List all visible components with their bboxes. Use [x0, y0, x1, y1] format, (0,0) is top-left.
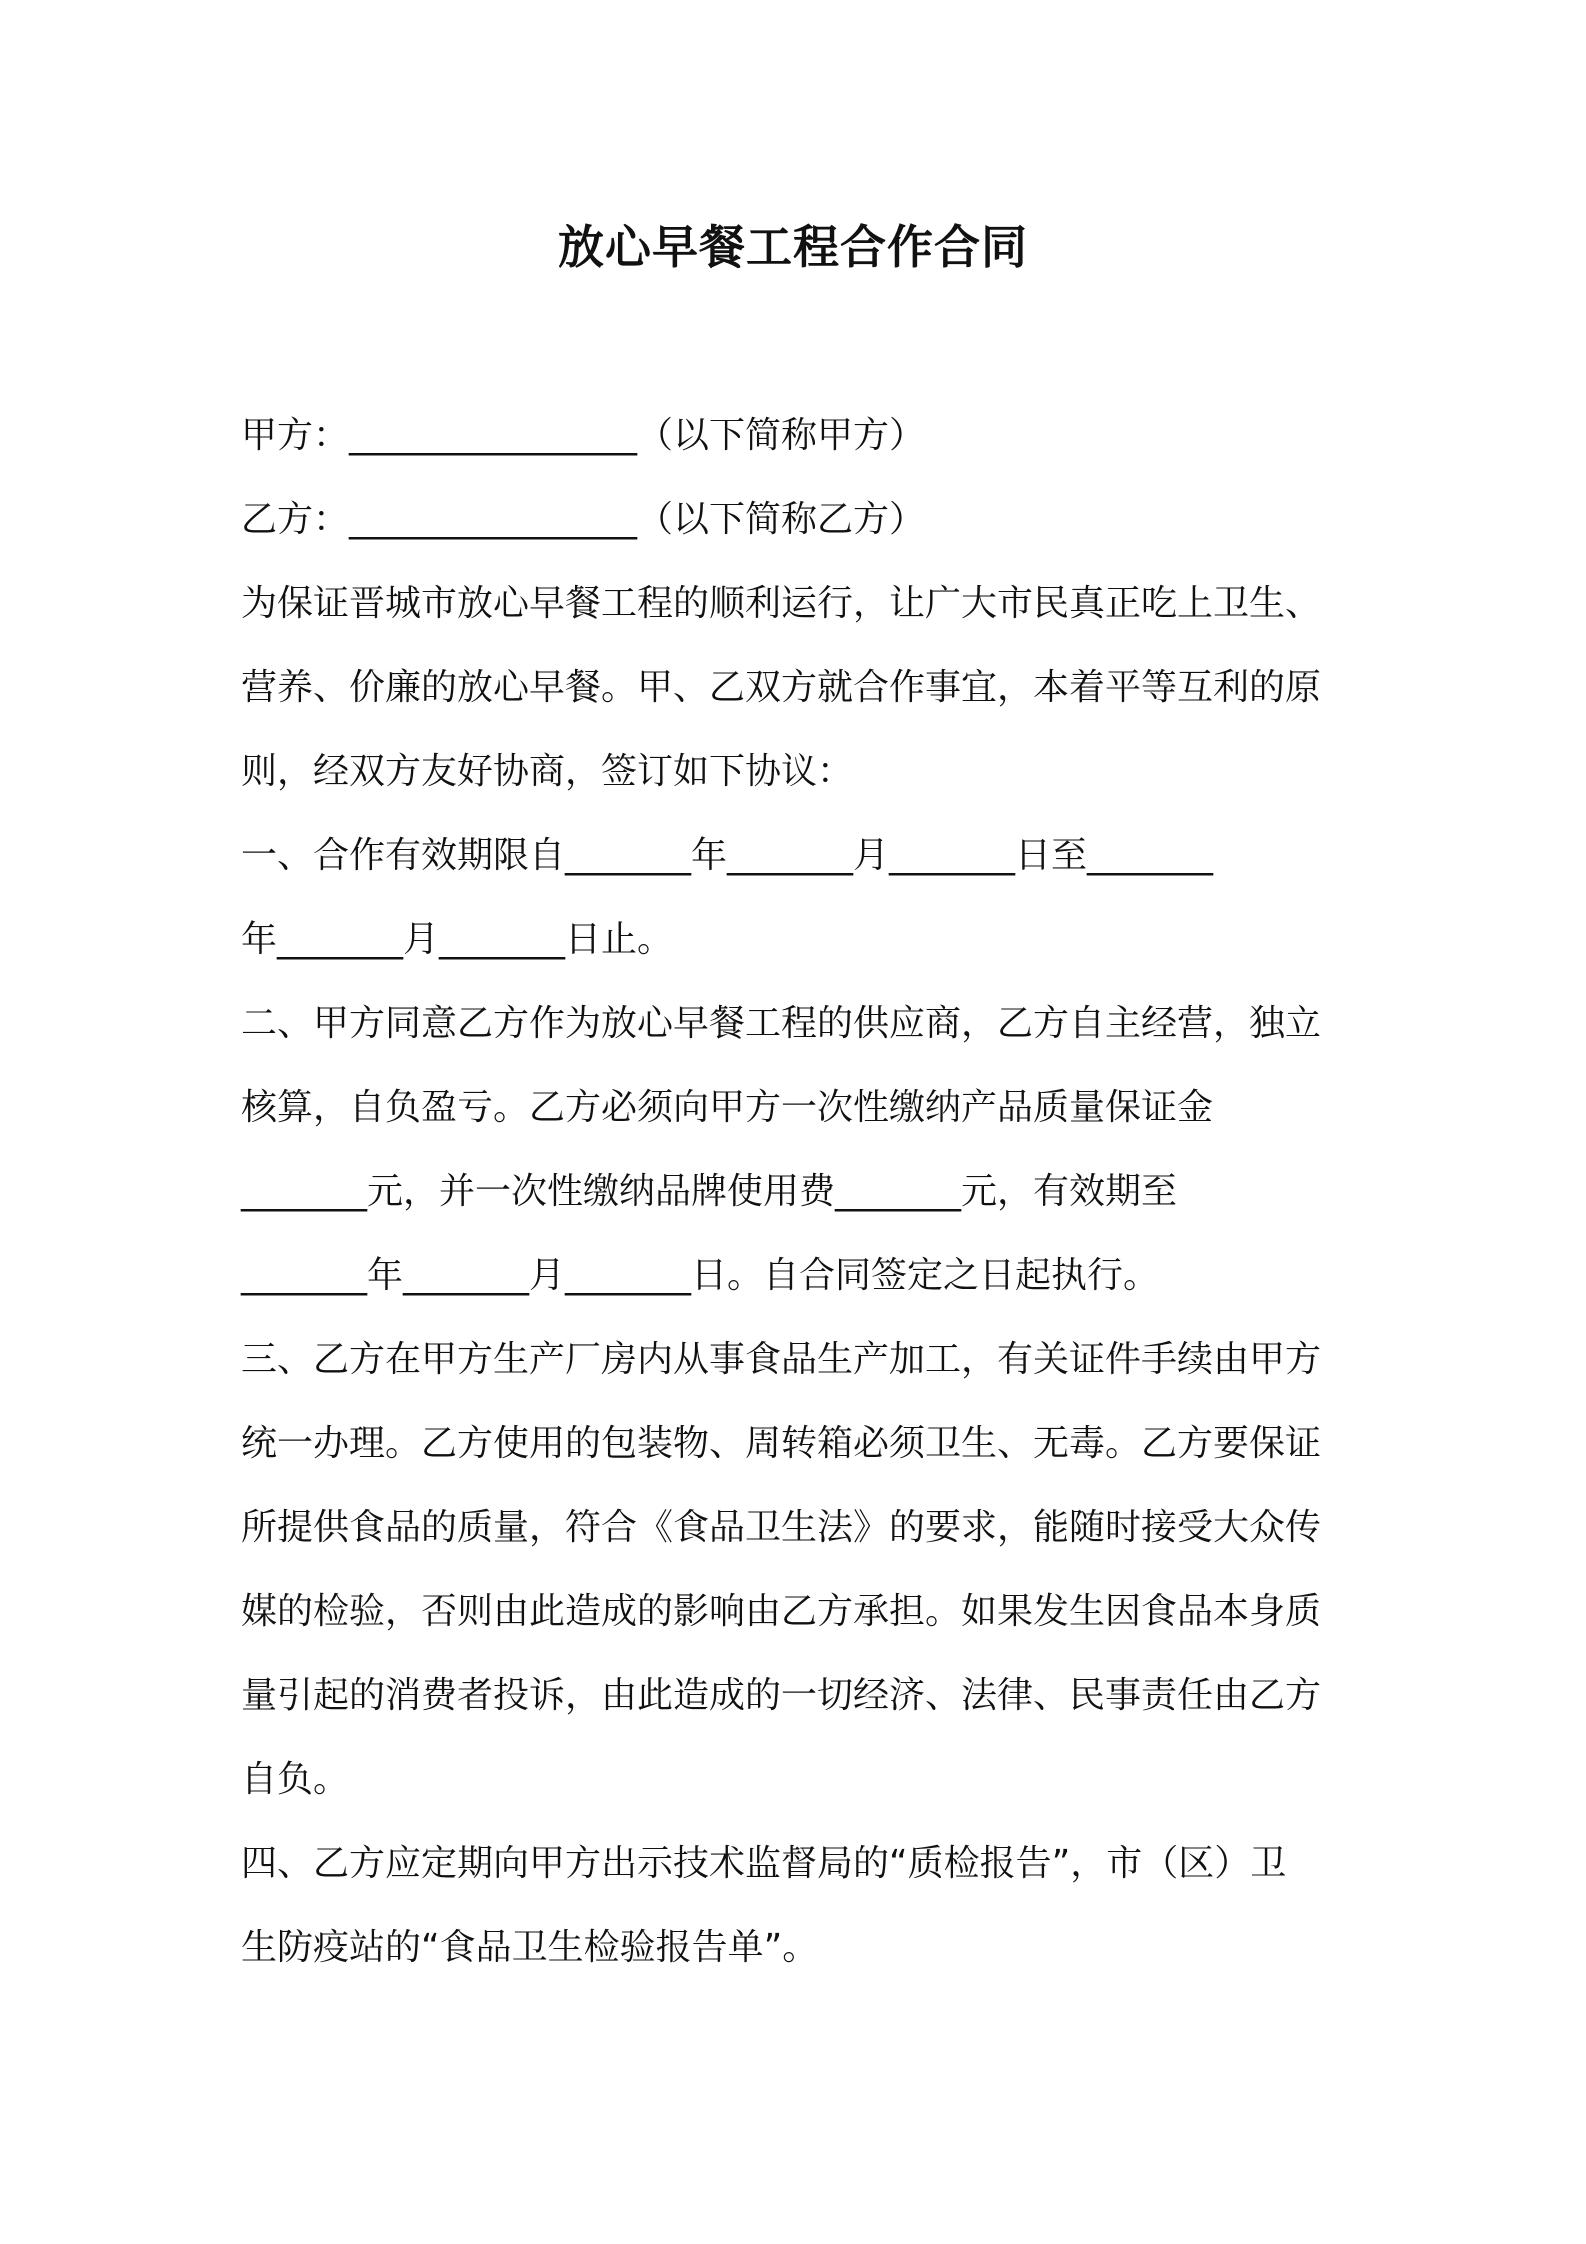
clause-4-line: 生防疫站的“食品卫生检验报告单”。 [241, 1927, 819, 1968]
clause-2-line: _______年_______月_______日。自合同签定之日起执行。 [241, 1255, 1160, 1296]
clause-4-line: 四、乙方应定期向甲方出示技术监督局的“质检报告”，市（区）卫 [241, 1843, 1287, 1884]
clause-2-line: _______元，并一次性缴纳品牌使用费_______元，有效期至 [241, 1171, 1178, 1212]
preamble-line: 营养、价廉的放心早餐。甲、乙双方就合作事宜，本着平等互利的原 [241, 667, 1322, 708]
clause-3-line: 量引起的消费者投诉，由此造成的一切经济、法律、民事责任由乙方 [241, 1675, 1322, 1716]
preamble-line: 为保证晋城市放心早餐工程的顺利运行，让广大市民真正吃上卫生、 [241, 583, 1322, 624]
document-body [241, 394, 1361, 1990]
document-title: 放心早餐工程合作合同 [558, 220, 1028, 274]
party-b-line: 乙方：________________（以下简称乙方） [241, 499, 926, 540]
clause-3-line: 媒的检验，否则由此造成的影响由乙方承担。如果发生因食品本身质 [241, 1591, 1322, 1632]
preamble-line: 则，经双方友好协商，签订如下协议： [241, 751, 854, 792]
clause-1-line: 年_______月_______日止。 [241, 919, 674, 960]
clause-3-line: 统一办理。乙方使用的包装物、周转箱必须卫生、无毒。乙方要保证 [241, 1423, 1322, 1464]
clause-2-line: 二、甲方同意乙方作为放心早餐工程的供应商，乙方自主经营，独立 [241, 1003, 1322, 1044]
clause-3-line: 所提供食品的质量，符合《食品卫生法》的要求，能随时接受大众传 [241, 1507, 1322, 1548]
clause-2-line: 核算，自负盈亏。乙方必须向甲方一次性缴纳产品质量保证金 [241, 1087, 1214, 1128]
clause-3-line: 三、乙方在甲方生产厂房内从事食品生产加工，有关证件手续由甲方 [241, 1339, 1322, 1380]
party-a-line: 甲方：________________（以下简称甲方） [241, 415, 926, 456]
clause-3-line: 自负。 [241, 1759, 350, 1800]
clause-1-line: 一、合作有效期限自_______年_______月_______日至_______ [241, 835, 1214, 876]
